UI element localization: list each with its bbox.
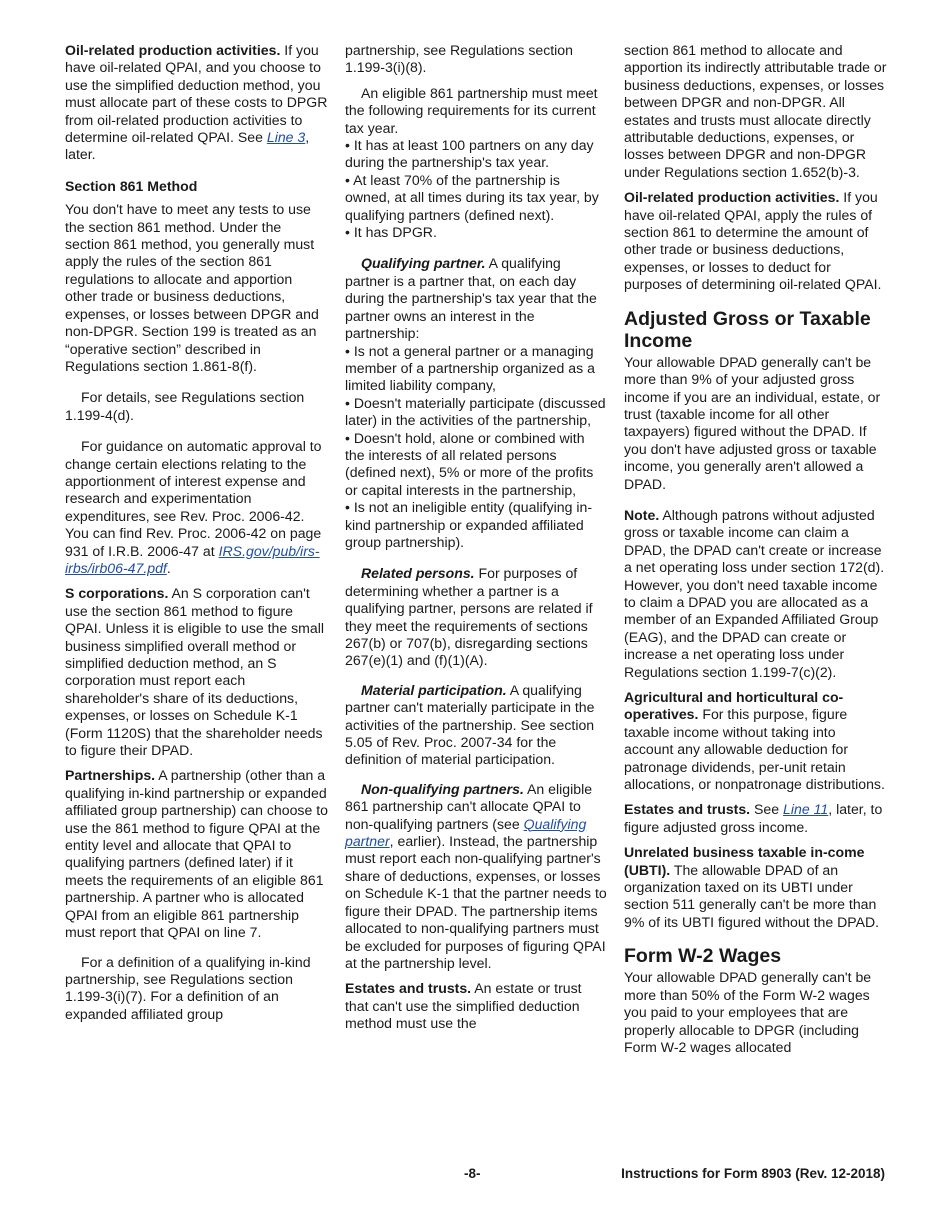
column-1 <box>65 42 328 1031</box>
definition-paragraph: For a definition of a qualifying in-kind partnership, see Regulations section 1.199-3(i)(7). For a definition of an expanded affiliated group <box>65 953 311 1022</box>
note-paragraph <box>624 507 888 681</box>
oil-related-text: If you have oil-related QPAI, and you choose to use the simplified deduction method, you must allocate part of these costs to DPGR from oil-related production activities to determine oil-related QPAI. See <box>65 42 328 146</box>
non-qualifying-paragraph <box>345 781 607 972</box>
list-item: • It has at least 100 partners on any day during the partnership's tax year. <box>345 137 594 171</box>
section-861-heading: Section 861 Method <box>65 177 198 194</box>
related-persons-paragraph <box>345 565 607 669</box>
estates-trusts-lead: Estates and trusts. <box>345 980 472 997</box>
estates-trusts-agi-text-2: , later, to figure adjusted gross income. <box>624 801 883 835</box>
s-corporations-lead: S corporations. <box>65 585 169 602</box>
oil-related-861-lead: Oil-related production activities. <box>624 189 840 206</box>
non-qualifying-text-2: , earlier). Instead, the partnership must report each non-qualifying partner's share of deductions, expenses, or losses on Schedule K-1 that the partner needs to figure their DPAD. The partnership items allocated to non-qualifying partners must be excluded for purposes of figuring QPAI at the partnership level. <box>345 833 607 971</box>
ubti-text: The allowable DPAD of an organization taxed on its UBTI under section 511 generally can't be more than 9% of its UBTI figured without the DPAD. <box>624 861 880 930</box>
qualifying-partner-link[interactable]: Qualifying partner <box>345 815 587 850</box>
irb-link[interactable]: IRS.gov/pub/irs-irbs/irb06-47.pdf <box>65 542 320 576</box>
related-persons-lead: Related persons. <box>361 565 475 582</box>
guidance-paragraph <box>65 438 328 577</box>
column-3 <box>624 42 888 1064</box>
details-paragraph: For details, see Regulations section 1.199-4(d). <box>65 389 305 423</box>
guidance-text: For guidance on automatic approval to change certain elections relating to the apportionment of interest expense and research and experimentation expenditures, see Rev. Proc. 2006-42. You can find Rev. Proc. 2006-42 on page 931 of I.R.B. 2006-47 at <box>65 438 322 559</box>
qualifying-partner-lead: Qualifying partner. <box>361 255 486 272</box>
oil-related-861-paragraph <box>624 189 888 293</box>
material-participation-paragraph <box>345 682 607 769</box>
agi-paragraph: Your allowable DPAD generally can't be more than 9% of your adjusted gross income if you are an individual, estate, or trust (taxable income for all other taxpayers) figured without the DPAD. If you don't have adjusted gross or taxable income, you generally aren't allowed a DPAD. <box>624 353 881 492</box>
oil-related-paragraph <box>65 42 328 164</box>
list-item: • Doesn't hold, alone or combined with the interests of all related persons (defined next), 5% or more of the profits or capital interests in the partnership, <box>345 429 594 498</box>
oil-related-tail: , later. <box>65 129 310 163</box>
estates-trusts-agi-lead: Estates and trusts. <box>624 801 751 818</box>
guidance-tail: . <box>166 559 171 576</box>
estates-trusts-paragraph <box>345 980 607 1032</box>
non-qualifying-text: An eligible 861 partnership can't allocate QPAI to non-qualifying partners (see <box>345 780 593 832</box>
note-text: Although patrons without adjusted gross or taxable income can claim a DPAD, the DPAD can't create or increase a net operating loss under section 172(d). However, you don't need taxable income to claim a DPAD you are allocated as a member of an Expanded Affiliated Group (EAG), and the DPAD can create or increase a net operating loss under Regulations section 1.199-7(c)(2). <box>624 506 885 680</box>
material-participation-lead: Material participation. <box>361 681 507 698</box>
page-number: -8- <box>464 1166 481 1181</box>
qualifying-partner-paragraph <box>345 255 607 342</box>
list-item: • Is not a general partner or a managing member of a partnership organized as a limited liability company, <box>345 342 595 394</box>
form-title-footer: Instructions for Form 8903 (Rev. 12-2018) <box>621 1166 885 1181</box>
section-861-paragraph: You don't have to meet any tests to use the section 861 method. Under the section 861 method, you generally must apply the rules of the section 861 regulations to allocate and apportion other trade or business deductions, expenses, or losses between DPGR and non-DPGR. Section 199 is treated as an “operative section” described in Regulations section 1.861-8(f). <box>65 201 319 374</box>
ubti-lead: Unrelated business taxable in-come (UBTI). <box>624 844 865 878</box>
cooperatives-lead: Agricultural and horticultural co-operatives. <box>624 689 844 723</box>
oil-related-lead: Oil-related production activities. <box>65 42 281 58</box>
s-corporations-paragraph <box>65 585 328 759</box>
related-persons-text: For purposes of determining whether a partner is a qualifying partner, persons are related if they meet the requirements of sections 267(b) or 707(b), disregarding sections 267(e)(1) and (f)(1)(A). <box>345 565 593 669</box>
column-2 <box>345 42 607 1041</box>
list-item: • At least 70% of the partnership is owned, at all times during its tax year, by qualifying partners (defined next). <box>345 171 599 223</box>
section-861-continued-paragraph: section 861 method to allocate and apportion its indirectly attributable trade or business deductions, expenses, or losses between DPGR and non-DPGR. All estates and trusts must allocate directly attributable deductions, expenses, or losses between DPGR and non-DPGR under Regulations section 1.652(b)-3. <box>624 42 887 180</box>
partnerships-text: A partnership (other than a qualifying in-kind partnership or expanded affiliated group partnership) can choose to use the 861 method to figure QPAI at the entity level and allocate that QPAI to qualifying partners (defined later) if it meets the requirements of an eligible 861 partnership. A partner who is allocated QPAI from an eligible 861 partnership must report that QPAI on line 7. <box>65 767 328 941</box>
w2-wages-heading: Form W-2 Wages <box>624 945 782 968</box>
partnerships-lead: Partnerships. <box>65 767 156 784</box>
qualifying-partner-list <box>345 343 607 552</box>
estates-trusts-agi-text: See <box>750 801 784 818</box>
cooperatives-text: For this purpose, figure taxable income without taking into account any allowable deduction for patronage dividends, per-unit retain allocations, or nonpatronage distributions. <box>624 706 885 793</box>
line-11-link[interactable]: Line 11 <box>783 801 829 818</box>
line-3-link[interactable]: Line 3 <box>266 129 306 146</box>
estates-trusts-text: An estate or trust that can't use the simplified deduction method must use the <box>345 980 582 1032</box>
oil-related-861-text: If you have oil-related QPAI, apply the rules of section 861 to determine the amount of other trade or business deductions, expenses, or losses to deduct for purposes of determining oil-related QPAI. <box>624 189 882 293</box>
material-participation-text: A qualifying partner can't materially participate in the activities of the partnership. See section 5.05 of Rev. Proc. 2007-34 for the definition of material participation. <box>345 681 595 768</box>
list-item: • It has DPGR. <box>345 224 437 241</box>
agi-heading: Adjusted Gross or Taxable Income <box>624 307 871 352</box>
list-item: • Doesn't materially participate (discussed later) in the activities of the partnership, <box>345 394 606 429</box>
s-corporations-text: An S corporation can't use the section 861 method to figure QPAI. Unless it is eligible to use the small business simplified overall method or simplified deduction method, an S corporation must report each shareholder's share of its deductions, expenses, or losses on Schedule K-1 (Form 1120S) that the shareholder needs to figure their DPAD. <box>65 585 325 759</box>
requirements-list <box>345 137 607 241</box>
w2-wages-paragraph: Your allowable DPAD generally can't be more than 50% of the Form W-2 wages you paid to your employees that are properly allocable to DPGR (including Form W-2 wages allocated <box>624 969 872 1055</box>
non-qualifying-lead: Non-qualifying partners. <box>361 780 524 797</box>
note-lead: Note. <box>624 506 660 523</box>
eligible-861-paragraph: An eligible 861 partnership must meet the following requirements for its current tax year. <box>345 84 598 136</box>
list-item: • Is not an ineligible entity (qualifying in-kind partnership or expanded affiliated group partnership). <box>345 499 593 550</box>
cooperatives-paragraph <box>624 689 888 793</box>
partnerships-paragraph <box>65 767 328 941</box>
ubti-paragraph <box>624 844 888 931</box>
partnership-reference-paragraph: partnership, see Regulations section 1.199-3(i)(8). <box>345 42 573 76</box>
estates-trusts-agi-paragraph <box>624 801 888 836</box>
qualifying-partner-text: A qualifying partner is a partner that, on each day during the partnership's tax year that the partner owns an interest in the partnership: <box>345 255 597 342</box>
